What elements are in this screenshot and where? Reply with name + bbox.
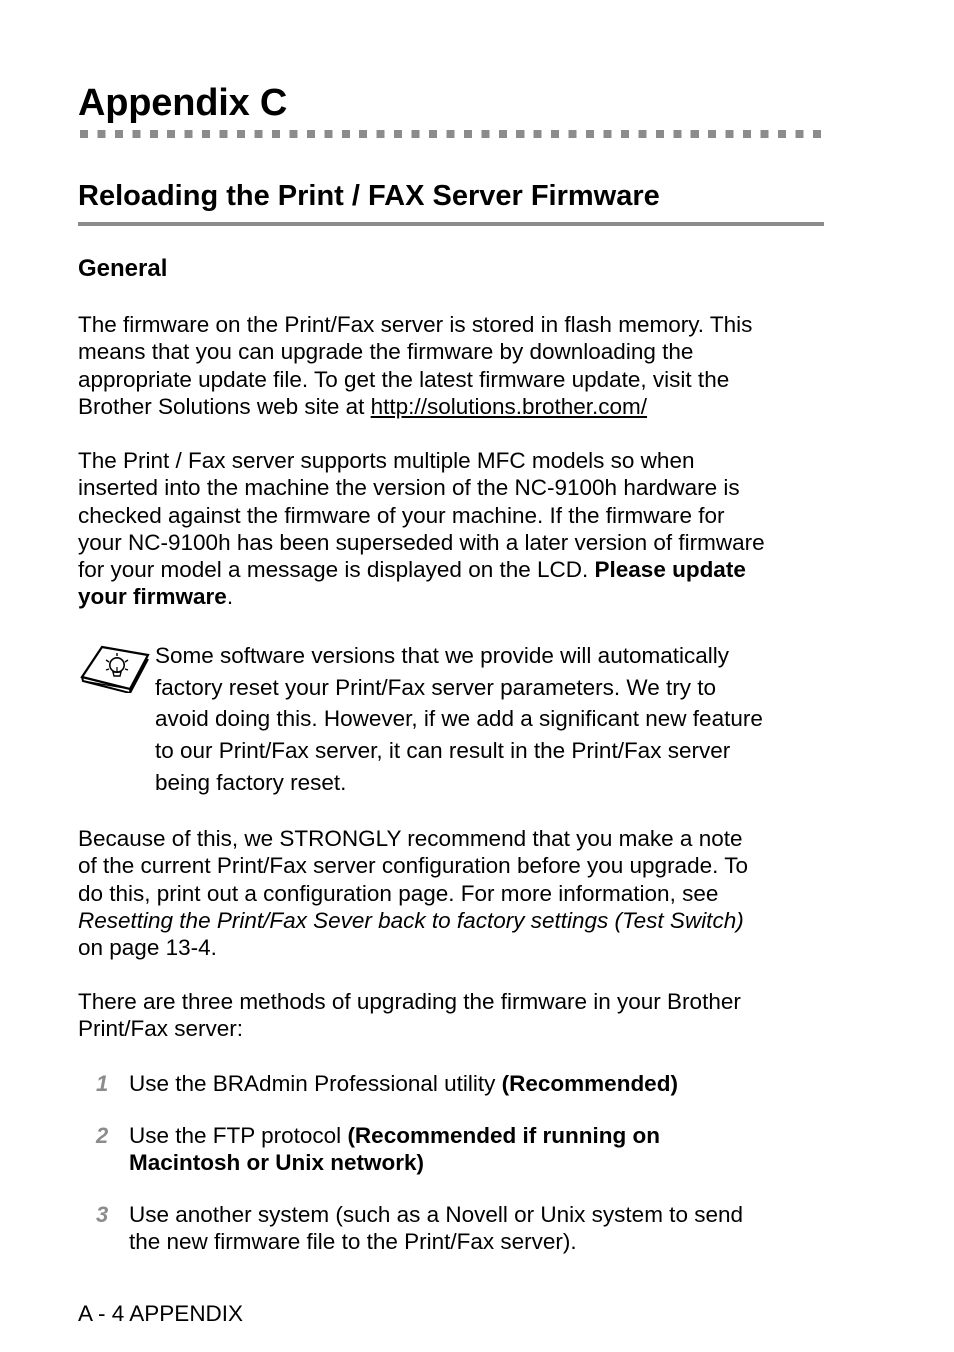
- text-line: avoid doing this. However, if we add a significant new feature: [155, 706, 763, 732]
- document-page: [78, 0, 826, 1352]
- text-line: The Print / Fax server supports multiple MFC models so when: [78, 448, 695, 473]
- text-line: to our Print/Fax server, it can result in the Print/Fax server: [155, 738, 731, 764]
- bold-text: your firmware: [78, 584, 227, 610]
- page-footer: A - 4 APPENDIX: [78, 1301, 244, 1326]
- text-line: means that you can upgrade the firmware by downloading the: [78, 339, 694, 365]
- note-text: [155, 640, 827, 799]
- bold-text: Please update: [594, 557, 746, 583]
- list-item-text: [129, 1201, 829, 1256]
- dotted-divider: [80, 130, 824, 138]
- paragraph-firmware-intro: [78, 311, 826, 420]
- lightbulb-note-icon: [80, 641, 150, 693]
- solutions-link[interactable]: http://solutions.brother.com/: [370, 393, 648, 419]
- text-line: [78, 556, 826, 583]
- list-number: 3: [96, 1202, 109, 1227]
- text-line: inserted into the machine the version of the NC-9100h hardware is: [78, 475, 740, 501]
- text-line: of the current Print/Fax server configuration before you upgrade. To: [78, 853, 748, 879]
- list-number: 2: [96, 1123, 109, 1148]
- text-span: .: [226, 584, 234, 610]
- bold-text: (Recommended if running on: [347, 1123, 660, 1148]
- subsection-title: General: [78, 255, 168, 282]
- paragraph-methods-intro: [78, 988, 826, 1043]
- text-line: Because of this, we STRONGLY recommend that you make a note: [78, 826, 743, 851]
- bold-text: Macintosh or Unix network): [129, 1150, 425, 1176]
- text-line: factory reset your Print/Fax server parameters. We try to: [155, 674, 717, 700]
- list-item-text: [129, 1122, 829, 1177]
- text-line: Some software versions that we provide will automatically: [155, 643, 729, 668]
- text-line: There are three methods of upgrading the firmware in your Brother: [78, 989, 741, 1014]
- text-line: on page 13-4.: [78, 935, 217, 961]
- italic-reference: Resetting the Print/Fax Sever back to factory settings (Test Switch): [78, 907, 744, 933]
- text-line: your NC-9100h has been superseded with a later version of firmware: [78, 529, 765, 555]
- list-item-text: [129, 1070, 829, 1097]
- text-line: [78, 393, 826, 420]
- text-line: checked against the firmware of your machine. If the firmware for: [78, 502, 725, 528]
- text-line: appropriate update file. To get the latest firmware update, visit the: [78, 366, 730, 392]
- section-divider: [78, 222, 824, 226]
- text-span: Use the FTP protocol: [129, 1123, 348, 1148]
- paragraph-model-check: [78, 447, 826, 611]
- text-span: Use the BRAdmin Professional utility: [129, 1071, 502, 1096]
- text-span: for your model a message is displayed on the LCD.: [78, 557, 595, 583]
- text-line: Print/Fax server:: [78, 1016, 244, 1042]
- appendix-title: Appendix C: [78, 82, 288, 124]
- text-line: do this, print out a configuration page. For more information, see: [78, 880, 719, 906]
- paragraph-recommendation: [78, 825, 826, 961]
- text-line: the new firmware file to the Print/Fax server).: [129, 1229, 577, 1255]
- text-span: Brother Solutions web site at: [78, 393, 371, 419]
- list-number: 1: [96, 1071, 109, 1096]
- text-line: [78, 583, 826, 610]
- text-line: The firmware on the Print/Fax server is stored in flash memory. This: [78, 312, 753, 337]
- text-line: being factory reset.: [155, 769, 347, 795]
- section-title: Reloading the Print / FAX Server Firmware: [78, 180, 660, 212]
- bold-text: (Recommended): [501, 1071, 678, 1096]
- text-line: Use another system (such as a Novell or Unix system to send: [129, 1202, 743, 1227]
